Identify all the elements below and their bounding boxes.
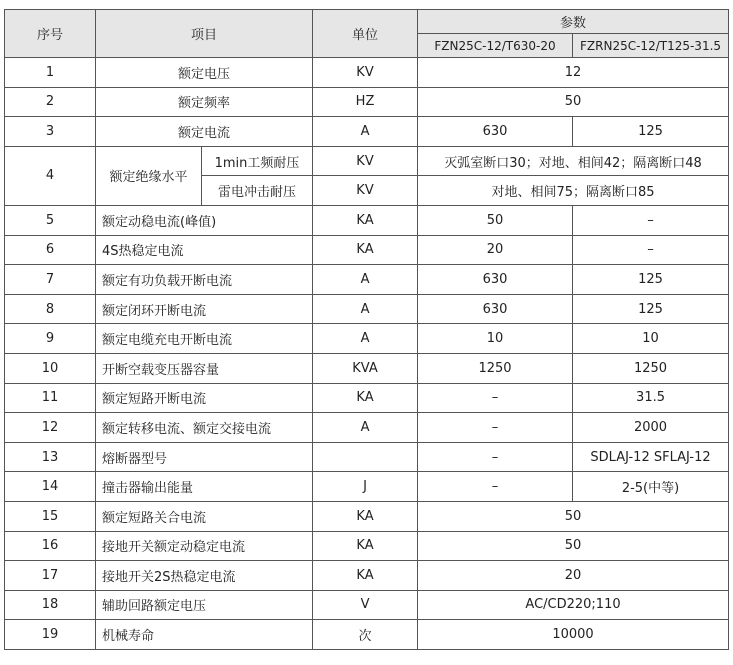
- row-number: 19: [5, 620, 96, 650]
- row-number: 18: [5, 590, 96, 620]
- row-item: 额定电压: [96, 58, 313, 88]
- row-number: 9: [5, 324, 96, 354]
- row-value-b: 2000: [573, 413, 729, 443]
- row-number: 15: [5, 501, 96, 531]
- row-value: 10000: [418, 620, 729, 650]
- table-row: [5, 413, 729, 443]
- row-unit: KA: [313, 383, 418, 413]
- row-unit: A: [313, 324, 418, 354]
- table-row: [5, 265, 729, 295]
- table-row: [5, 620, 729, 650]
- row-unit: 次: [313, 620, 418, 650]
- row-item: 辅助回路额定电压: [96, 590, 313, 620]
- row-unit: A: [313, 265, 418, 295]
- row-value-b: 31.5: [573, 383, 729, 413]
- row-item: 额定绝缘水平: [96, 146, 202, 205]
- row-item: 额定电流: [96, 117, 313, 147]
- row-unit: KV: [313, 146, 418, 176]
- row-value-a: 50: [418, 205, 573, 235]
- row-unit: A: [313, 117, 418, 147]
- row-item: 额定有功负载开断电流: [96, 265, 313, 295]
- header-item: 项目: [96, 10, 313, 58]
- row-value-b: 125: [573, 265, 729, 295]
- row-value-a: 20: [418, 235, 573, 265]
- row-value: 50: [418, 87, 729, 117]
- spec-table: [4, 9, 729, 650]
- row-value: 12: [418, 58, 729, 88]
- table-row: [5, 146, 729, 176]
- row-number: 10: [5, 353, 96, 383]
- row-value-b: 125: [573, 117, 729, 147]
- row-value-a: 10: [418, 324, 573, 354]
- row-item: 额定转移电流、额定交接电流: [96, 413, 313, 443]
- row-number: 14: [5, 472, 96, 502]
- row-unit: J: [313, 472, 418, 502]
- row-item: 撞击器输出能量: [96, 472, 313, 502]
- row-value-b: 1250: [573, 353, 729, 383]
- table-row: [5, 501, 729, 531]
- row-item: 熔断器型号: [96, 442, 313, 472]
- table-row: [5, 353, 729, 383]
- table-row: [5, 235, 729, 265]
- row-item: 额定短路开断电流: [96, 383, 313, 413]
- row-number: 2: [5, 87, 96, 117]
- row-value-b: 2-5(中等): [573, 472, 729, 502]
- row-unit: KV: [313, 58, 418, 88]
- spec-table-container: [4, 9, 729, 650]
- row-unit: KV: [313, 176, 418, 206]
- table-row: [5, 472, 729, 502]
- row-item: 额定闭环开断电流: [96, 294, 313, 324]
- table-row: [5, 383, 729, 413]
- row-subitem: 1min工频耐压: [202, 146, 313, 176]
- row-unit: V: [313, 590, 418, 620]
- row-number: 1: [5, 58, 96, 88]
- row-unit: KVA: [313, 353, 418, 383]
- row-value-a: 630: [418, 265, 573, 295]
- row-value-a: 630: [418, 294, 573, 324]
- row-item: 4S热稳定电流: [96, 235, 313, 265]
- row-subitem: 雷电冲击耐压: [202, 176, 313, 206]
- row-unit: A: [313, 413, 418, 443]
- row-item: 接地开关额定动稳定电流: [96, 531, 313, 561]
- table-row: [5, 561, 729, 591]
- header-model-b: FZRN25C-12/T125-31.5: [573, 34, 729, 58]
- row-number: 13: [5, 442, 96, 472]
- table-row: [5, 324, 729, 354]
- row-value: 20: [418, 561, 729, 591]
- row-value: 灭弧室断口30；对地、相间42；隔离断口48: [418, 146, 729, 176]
- row-number: 17: [5, 561, 96, 591]
- row-value-b: 10: [573, 324, 729, 354]
- table-row: [5, 205, 729, 235]
- row-value: 对地、相间75；隔离断口85: [418, 176, 729, 206]
- row-number: 8: [5, 294, 96, 324]
- table-row: [5, 590, 729, 620]
- table-row: [5, 58, 729, 88]
- row-number: 4: [5, 146, 96, 205]
- row-item: 额定电缆充电开断电流: [96, 324, 313, 354]
- row-value: 50: [418, 531, 729, 561]
- row-value: 50: [418, 501, 729, 531]
- table-row: [5, 531, 729, 561]
- row-value-a: –: [418, 413, 573, 443]
- row-value-a: 1250: [418, 353, 573, 383]
- row-value-a: –: [418, 383, 573, 413]
- header-model-a: FZN25C-12/T630-20: [418, 34, 573, 58]
- row-unit: A: [313, 294, 418, 324]
- table-row: [5, 294, 729, 324]
- row-number: 6: [5, 235, 96, 265]
- row-item: 开断空载变压器容量: [96, 353, 313, 383]
- row-item: 接地开关2S热稳定电流: [96, 561, 313, 591]
- header-unit: 单位: [313, 10, 418, 58]
- row-unit: KA: [313, 501, 418, 531]
- header-seq: 序号: [5, 10, 96, 58]
- row-value-a: –: [418, 472, 573, 502]
- row-value: AC/CD220;110: [418, 590, 729, 620]
- row-value-b: –: [573, 205, 729, 235]
- table-row: [5, 117, 729, 147]
- row-item: 额定短路关合电流: [96, 501, 313, 531]
- row-item: 额定动稳电流(峰值): [96, 205, 313, 235]
- row-unit: KA: [313, 561, 418, 591]
- row-value-b: –: [573, 235, 729, 265]
- row-item: 额定频率: [96, 87, 313, 117]
- row-unit: HZ: [313, 87, 418, 117]
- row-number: 7: [5, 265, 96, 295]
- row-value-a: –: [418, 442, 573, 472]
- row-unit: [313, 442, 418, 472]
- row-number: 11: [5, 383, 96, 413]
- header-params: 参数: [418, 10, 729, 34]
- row-value-b: 125: [573, 294, 729, 324]
- row-number: 5: [5, 205, 96, 235]
- row-item: 机械寿命: [96, 620, 313, 650]
- row-number: 3: [5, 117, 96, 147]
- row-unit: KA: [313, 205, 418, 235]
- table-row: [5, 87, 729, 117]
- row-value-a: 630: [418, 117, 573, 147]
- header-row: [5, 10, 729, 34]
- row-unit: KA: [313, 235, 418, 265]
- row-number: 16: [5, 531, 96, 561]
- row-number: 12: [5, 413, 96, 443]
- row-unit: KA: [313, 531, 418, 561]
- row-value-b: SDLAJ-12 SFLAJ-12: [573, 442, 729, 472]
- table-row: [5, 442, 729, 472]
